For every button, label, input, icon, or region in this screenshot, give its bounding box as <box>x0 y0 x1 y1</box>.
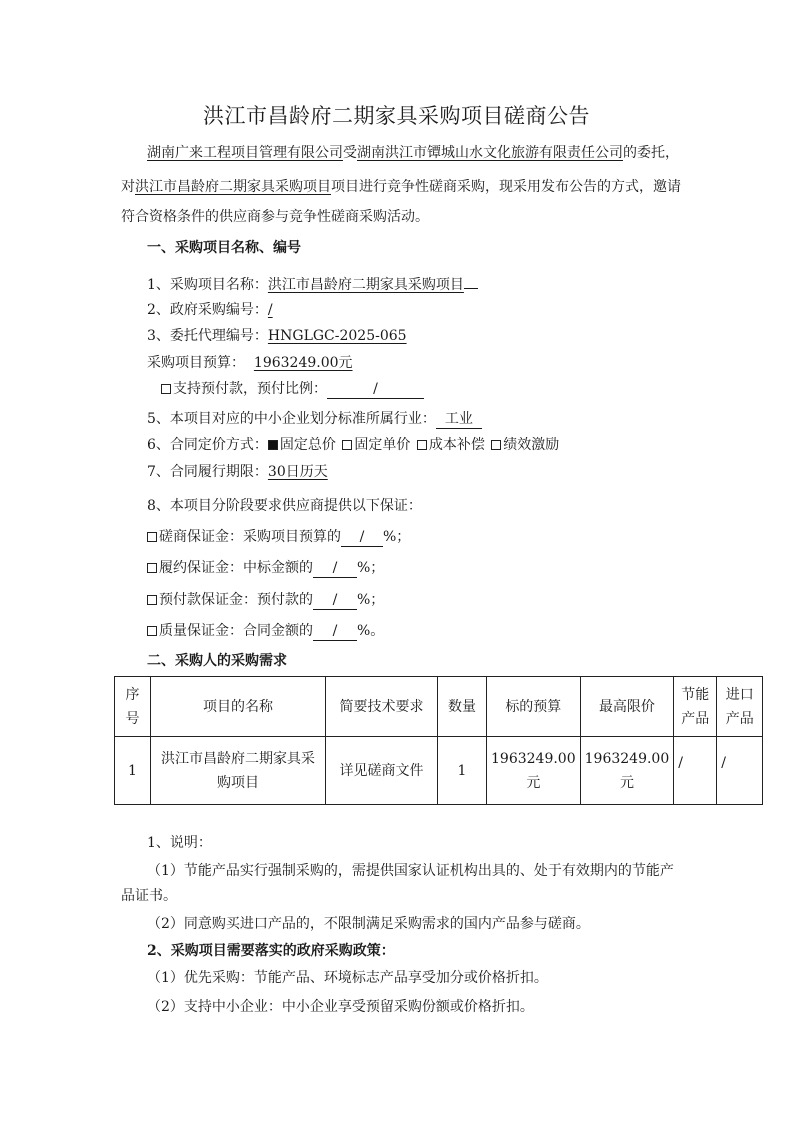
field-suffix: %； <box>357 560 385 576</box>
field-suffix: %。 <box>357 623 385 639</box>
budget-row <box>147 353 353 373</box>
checkbox-icon[interactable] <box>161 384 171 394</box>
option-performance: 绩效激励 <box>503 437 560 453</box>
field-label: 支持预付款，预付比例： <box>173 381 327 397</box>
field-value: / <box>313 623 357 641</box>
field-label: 1、采购项目名称： <box>147 277 268 293</box>
field-label: 预付款保证金：预付款的 <box>159 592 313 608</box>
option-fixed-unit: 固定单价 <box>354 437 411 453</box>
field-value: 1963249.00元 <box>253 355 353 371</box>
option-fixed-total: 固定总价 <box>279 437 336 453</box>
agency-code-row <box>147 326 407 346</box>
note-paragraph: （2）同意购买进口产品的，不限制满足采购需求的国内产品参与磋商。 <box>147 916 590 932</box>
cell-max: 1963249.00 元 <box>580 737 674 805</box>
field-value: HNGLGC-2025-065 <box>267 328 407 344</box>
intro-line-2 <box>121 177 681 197</box>
period-row <box>147 462 328 482</box>
prepay-row <box>161 379 424 399</box>
cell-name: 洪江市昌龄府二期家具采 购项目 <box>151 737 326 805</box>
cell-qty: 1 <box>438 737 487 805</box>
intro-line-3: 符合资格条件的供应商参与竞争性磋商采购活动。 <box>121 209 429 225</box>
field-label: 3、委托代理编号： <box>147 328 268 344</box>
section2-heading: 二、采购人的采购需求 <box>147 653 287 669</box>
field-value: / <box>267 302 273 318</box>
header-cell: 简要技术要求 <box>326 677 438 737</box>
intro-text: 受 <box>343 145 357 161</box>
header-cell: 序 号 <box>115 677 151 737</box>
contract-type-row <box>147 435 559 455</box>
requirements-table <box>114 676 763 805</box>
intro-text: 项目进行竞争性磋商采购，现采用发布公告的方式，邀请 <box>331 179 681 195</box>
field-value: 30日历天 <box>267 464 328 480</box>
checkbox-icon[interactable] <box>147 532 157 542</box>
checkbox-icon[interactable] <box>147 563 157 573</box>
field-label: 7、合同履行期限： <box>147 464 268 480</box>
prepay-blank: / <box>327 381 424 399</box>
guarantee-row-3 <box>147 590 384 610</box>
note-paragraph: （1）优先采购：节能产品、环境标志产品享受加分或价格折扣。 <box>147 970 548 986</box>
gov-code-row <box>147 300 273 320</box>
checkbox-icon[interactable] <box>342 440 352 450</box>
table-header-row <box>115 677 763 737</box>
guarantee-heading: 8、本项目分阶段要求供应商提供以下保证： <box>147 498 422 514</box>
guarantee-row-4 <box>147 621 384 641</box>
cell-import: / <box>717 737 763 805</box>
checkbox-checked-icon[interactable] <box>268 440 278 450</box>
page-title: 洪江市昌龄府二期家具采购项目磋商公告 <box>203 104 590 128</box>
field-label: 2、政府采购编号： <box>147 302 268 318</box>
header-cell: 进口 产品 <box>717 677 763 737</box>
header-cell: 最高限价 <box>580 677 674 737</box>
field-label: 磋商保证金：采购项目预算的 <box>159 529 341 545</box>
field-value: / <box>313 560 357 578</box>
field-value: 洪江市昌龄府二期家具采购项目 <box>267 277 464 293</box>
cell-no: 1 <box>115 737 151 805</box>
field-suffix: %； <box>357 592 385 608</box>
industry-value: 工业 <box>436 411 482 429</box>
client-name: 湖南洪江市镡城山水文化旅游有限责任公司 <box>357 145 623 161</box>
notes-heading-1: 1、说明： <box>147 835 212 851</box>
field-value: / <box>341 529 383 547</box>
guarantee-row-1 <box>147 527 410 547</box>
header-cell: 节能 产品 <box>674 677 717 737</box>
field-value: / <box>313 592 357 610</box>
notes-heading-2: 2、采购项目需要落实的政府采购政策： <box>147 943 395 959</box>
header-cell: 标的预算 <box>487 677 581 737</box>
cell-energy: / <box>674 737 717 805</box>
checkbox-icon[interactable] <box>147 595 157 605</box>
project-name: 洪江市昌龄府二期家具采购项目 <box>135 179 331 195</box>
project-name-row <box>147 271 478 295</box>
industry-row <box>147 409 482 429</box>
underline-tail <box>464 271 478 289</box>
checkbox-icon[interactable] <box>491 440 501 450</box>
intro-text: 的委托， <box>623 145 679 161</box>
table-row <box>115 737 763 805</box>
field-label: 质量保证金：合同金额的 <box>159 623 313 639</box>
header-cell: 项目的名称 <box>151 677 326 737</box>
option-cost-plus: 成本补偿 <box>428 437 485 453</box>
note-paragraph: 品证书。 <box>121 888 177 904</box>
section1-heading: 一、采购项目名称、编号 <box>147 240 301 256</box>
field-label: 5、本项目对应的中小企业划分标准所属行业： <box>147 411 436 427</box>
cell-budget: 1963249.00 元 <box>487 737 581 805</box>
field-label: 6、合同定价方式： <box>147 437 268 453</box>
cell-spec: 详见磋商文件 <box>326 737 438 805</box>
field-label: 采购项目预算： <box>147 355 245 371</box>
checkbox-icon[interactable] <box>147 626 157 636</box>
intro-line-1 <box>147 143 679 163</box>
guarantee-row-2 <box>147 558 384 578</box>
agent-name: 湖南广来工程项目管理有限公司 <box>147 145 343 161</box>
note-paragraph: （1）节能产品实行强制采购的，需提供国家认证机构出具的、处于有效期内的节能产 <box>147 863 674 879</box>
checkbox-icon[interactable] <box>417 440 427 450</box>
field-suffix: %； <box>383 529 411 545</box>
header-cell: 数量 <box>438 677 487 737</box>
note-paragraph: （2）支持中小企业：中小企业享受预留采购份额或价格折扣。 <box>147 999 534 1015</box>
field-label: 履约保证金：中标金额的 <box>159 560 313 576</box>
intro-text: 对 <box>121 179 135 195</box>
